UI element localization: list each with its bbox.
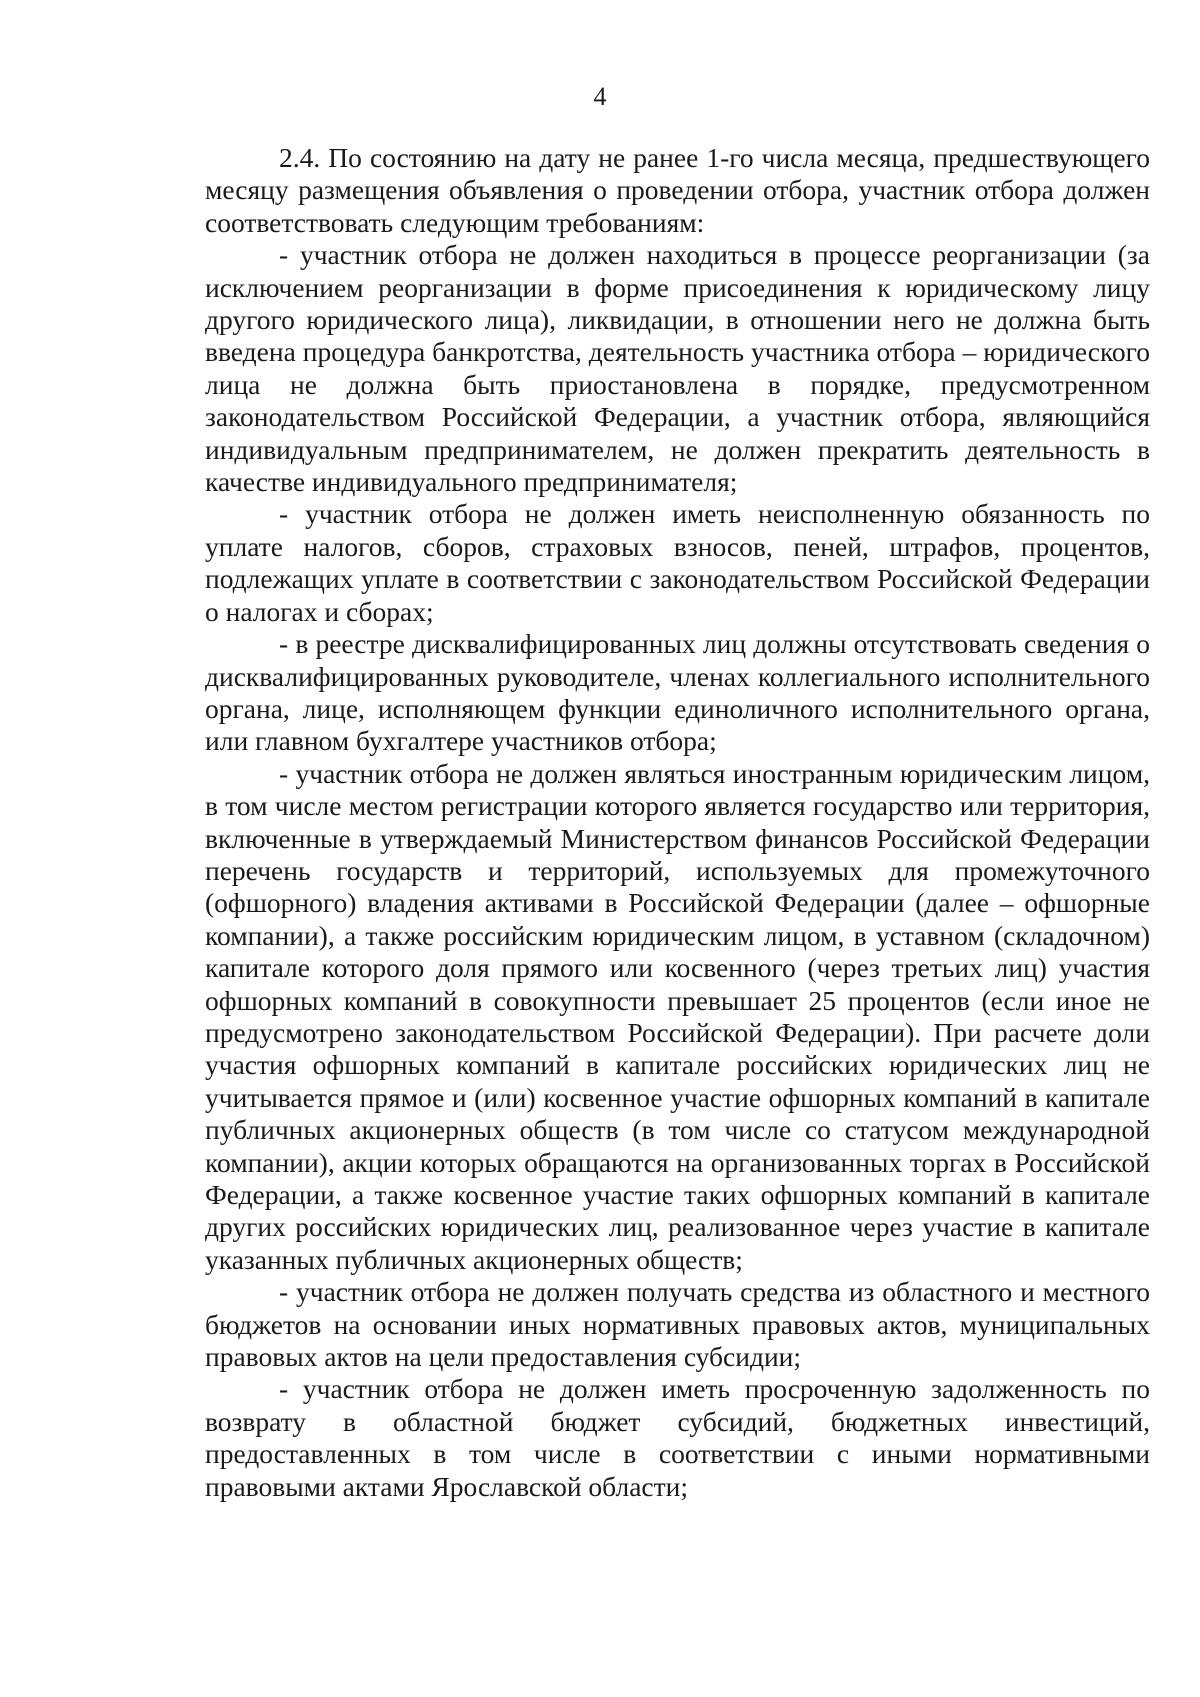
- requirement-not-offshore: - участник отбора не должен являться иностранным юридическим лицом, в том числе местом регистрации которого является государство или территория, включенные в утверждаемый Министерством финансов Российской Федерации перечень государств и территорий, используемых для промежуточного (офшорного) владения активами в Российской Федерации (далее – офшорные компании), а также российским юридическим лицом, в уставном (складочном) капитале которого доля прямого или косвенного (через третьих лиц) участия офшорных компаний в совокупности превышает 25 процентов (если иное не предусмотрено законодательством Российской Федерации). При расчете доли участия офшорных компаний в капитале российских юридических лиц не учитывается прямое и (или) косвенное участие офшорных компаний в капитале публичных акционерных обществ (в том числе со статусом международной компании), акции которых обращаются на организованных торгах в Российской Федерации, а также косвенное участие таких офшорных компаний в капитале других российских юридических лиц, реализованное через участие в капитале указанных публичных акционерных обществ;: [205, 757, 1150, 1275]
- page-number: 4: [593, 82, 607, 111]
- document-body: [205, 142, 1150, 1503]
- requirement-no-tax-debt: - участник отбора не должен иметь неисполненную обязанность по уплате налогов, сборов, страховых взносов, пеней, штрафов, процентов, подлежащих уплате в соответствии с законодательством Российской Федерации о налогах и сборах;: [205, 498, 1150, 627]
- requirement-no-overdue-debt: - участник отбора не должен иметь просроченную задолженность по возврату в областной бюджет субсидий, бюджетных инвестиций, предоставленных в том числе в соответствии с иными нормативными правовыми актами Ярославской области;: [205, 1373, 1150, 1502]
- requirement-no-reorganization: - участник отбора не должен находиться в процессе реорганизации (за исключением реорганизации в форме присоединения к юридическому лицу другого юридического лица), ликвидации, в отношении него не должна быть введена процедура банкротства, деятельность участника отбора – юридического лица не должна быть приостановлена в порядке, предусмотренном законодательством Российской Федерации, а участник отбора, являющийся индивидуальным предпринимателем, не должен прекратить деятельность в качестве индивидуального предпринимателя;: [205, 239, 1150, 498]
- requirement-no-disqualified-persons: - в реестре дисквалифицированных лиц должны отсутствовать сведения о дисквалифицированных руководителе, членах коллегиального исполнительного органа, лице, исполняющем функции единоличного исполнительного органа, или главном бухгалтере участников отбора;: [205, 628, 1150, 757]
- paragraph-2-4: 2.4. По состоянию на дату не ранее 1-го числа месяца, предшествующего месяцу размещения объявления о проведении отбора, участник отбора должен соответствовать следующим требованиям:: [205, 142, 1150, 238]
- requirement-no-other-budget-funds: - участник отбора не должен получать средства из областного и местного бюджетов на основании иных нормативных правовых актов, муниципальных правовых актов на цели предоставления субсидии;: [205, 1276, 1150, 1373]
